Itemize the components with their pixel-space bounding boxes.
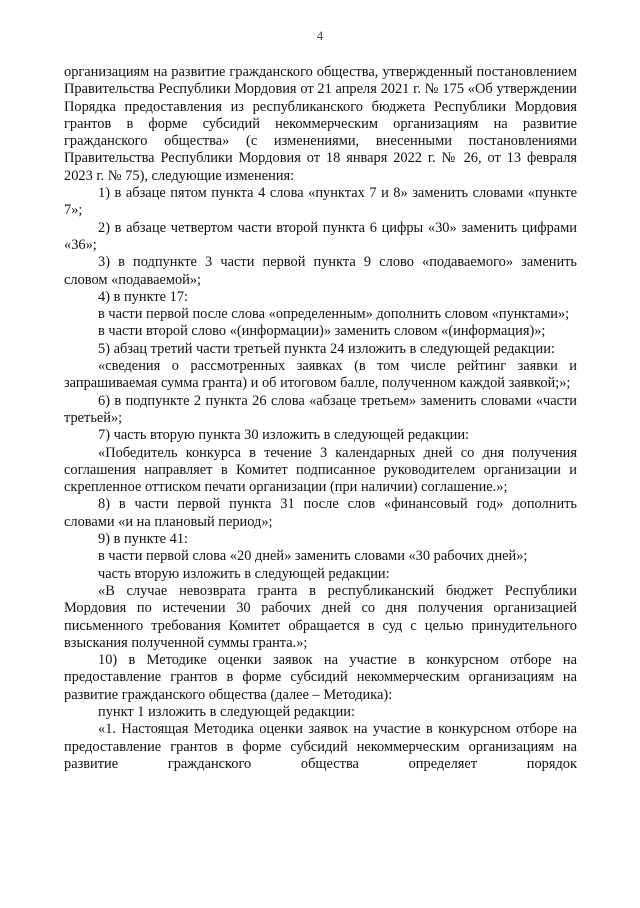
paragraph: «Победитель конкурса в течение 3 календарных дней со дня получения соглашения направляет в Комитет подписанное руководителем организации и скрепленное оттиском печати организации (при наличии) соглашение.»; (64, 444, 577, 496)
paragraph: «В случае невозврата гранта в республиканский бюджет Республики Мордовия по истечении 30 рабочих дней со дня получения организацией письменного требования Комитет обращается в суд с целью принудительного взыскания полученной суммы гранта.»; (64, 582, 577, 651)
paragraph: в части первой после слова «определенным» дополнить словом «пунктами»; (98, 306, 570, 323)
paragraph: 2) в абзаце четвертом части второй пункта 6 цифры «30» заменить цифрами «36»; (64, 219, 577, 253)
paragraph: часть вторую изложить в следующей редакции: (98, 565, 390, 582)
paragraph: 3) в подпункте 3 части первой пункта 9 слово «подаваемого» заменить словом «подаваемой»; (64, 254, 577, 288)
paragraph: 9) в пункте 41: (98, 531, 189, 548)
paragraph: 4) в пункте 17: (98, 288, 189, 305)
paragraph: в части второй слово «(информации)» заменить словом «(информация)»; (98, 323, 546, 340)
paragraph: организациям на развитие гражданского общества, утвержденный постановлением Правительства Республики Мордовия от 21 апреля 2021 г. № 175 «Об утверждении Порядка предоставления из республиканского бюджета Республики Мордовия грантов в форме субсидий некоммерческим организациям на развитие гражданского общества» (с изменениями, внесенными постановлениями Правительства Республики Мордовия от 18 января 2022 г. № 26, от 13 февраля 2023 г. № 75), следующие изменения: (64, 64, 577, 184)
document-body (64, 64, 577, 773)
paragraph: 5) абзац третий части третьей пункта 24 изложить в следующей редакции: (98, 340, 555, 357)
paragraph: в части первой слова «20 дней» заменить словами «30 рабочих дней»; (98, 548, 528, 565)
paragraph: «сведения о рассмотренных заявках (в том числе рейтинг заявки и запрашиваемая сумма гранта) и об итоговом балле, полученном каждой заявкой;»; (64, 358, 577, 392)
page-number: 4 (316, 28, 324, 43)
paragraph: 7) часть вторую пункта 30 изложить в следующей редакции: (98, 427, 470, 444)
paragraph: 10) в Методике оценки заявок на участие в конкурсном отборе на предоставление грантов в форме субсидий некоммерческим организациям на развитие гражданского общества (далее – Методика): (64, 652, 577, 703)
paragraph: 6) в подпункте 2 пункта 26 слова «абзаце третьем» заменить словами «части третьей»; (64, 392, 577, 426)
paragraph: пункт 1 изложить в следующей редакции: (98, 703, 355, 720)
paragraph: «1. Настоящая Методика оценки заявок на участие в конкурсном отборе на предоставление грантов в форме субсидий некоммерческим организациям на развитие гражданского общества определяет порядок (64, 721, 577, 772)
paragraph: 8) в части первой пункта 31 после слов «финансовый год» дополнить словами «и на плановый период»; (64, 496, 577, 530)
paragraph: 1) в абзаце пятом пункта 4 слова «пунктах 7 и 8» заменить словами «пункте 7»; (64, 185, 577, 219)
